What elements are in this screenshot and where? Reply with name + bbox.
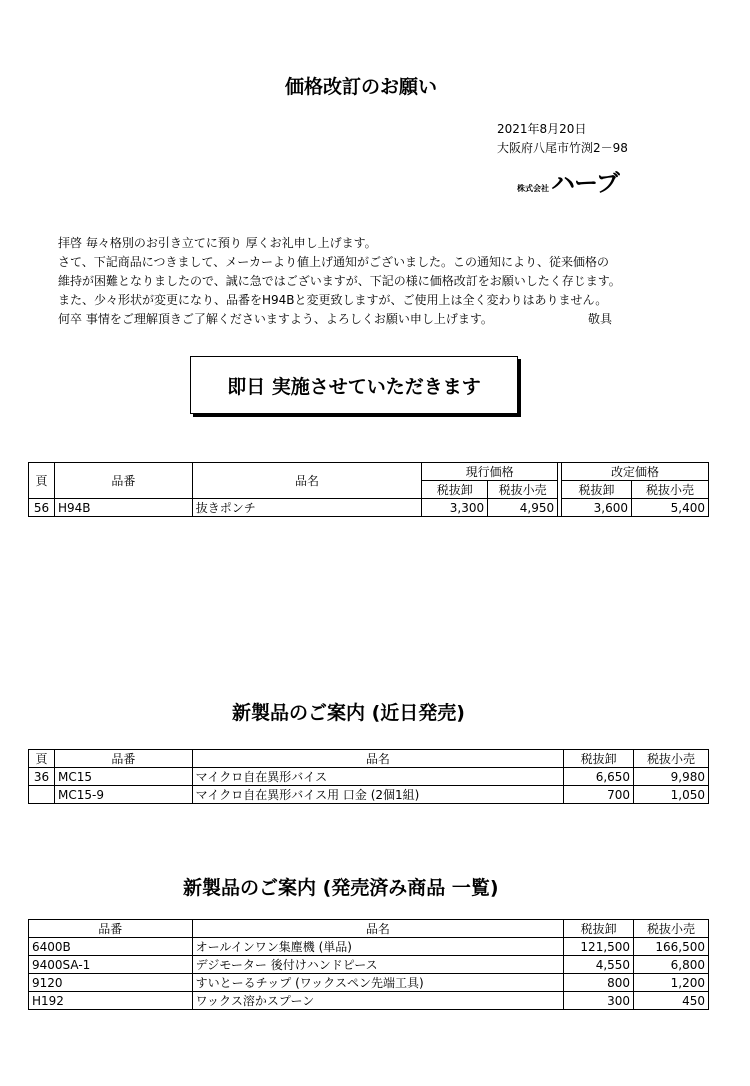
cell-code: 9400SA-1 <box>29 956 193 974</box>
letter-body <box>58 234 621 329</box>
cell-wholesale: 800 <box>564 974 634 992</box>
header-page: 頁 <box>29 750 55 768</box>
cell-code: H192 <box>29 992 193 1010</box>
table-header-row <box>29 750 709 768</box>
company-name: ハーブ <box>551 169 619 197</box>
table-row <box>29 956 709 974</box>
header-name: 品名 <box>192 750 563 768</box>
cell-wholesale: 6,650 <box>564 768 634 786</box>
section-title-new-soon: 新製品のご案内 (近日発売) <box>232 702 465 724</box>
header-code: 品番 <box>29 920 193 938</box>
header-current-retail: 税抜小売 <box>488 481 558 499</box>
cell-page <box>29 786 55 804</box>
cell-name: すいとーるチップ (ワックスペン先端工具) <box>192 974 563 992</box>
price-revision-table <box>28 462 709 517</box>
body-line: 維持が困難となりましたので、誠に急ではございますが、下記の様に価格改訂をお願いしたく存じます。 <box>58 274 621 288</box>
cell-current-wholesale: 3,300 <box>422 499 488 517</box>
header-name: 品名 <box>192 463 422 499</box>
header-wholesale: 税抜卸 <box>564 920 634 938</box>
cell-code: MC15-9 <box>54 786 192 804</box>
cell-wholesale: 300 <box>564 992 634 1010</box>
cell-page: 56 <box>29 499 55 517</box>
cell-retail: 9,980 <box>634 768 709 786</box>
header-revised-wholesale: 税抜卸 <box>562 481 632 499</box>
date: 2021年8月20日 <box>497 122 587 136</box>
header-wholesale: 税抜卸 <box>564 750 634 768</box>
header-code: 品番 <box>54 750 192 768</box>
cell-retail: 166,500 <box>634 938 709 956</box>
cell-page: 36 <box>29 768 55 786</box>
cell-code: 9120 <box>29 974 193 992</box>
cell-name: デジモーター 後付けハンドピース <box>192 956 563 974</box>
cell-wholesale: 121,500 <box>564 938 634 956</box>
new-products-released-table <box>28 919 709 1010</box>
header-retail: 税抜小売 <box>634 920 709 938</box>
cell-retail: 6,800 <box>634 956 709 974</box>
cell-code: 6400B <box>29 938 193 956</box>
header-page: 頁 <box>29 463 55 499</box>
cell-retail: 1,200 <box>634 974 709 992</box>
header-retail: 税抜小売 <box>634 750 709 768</box>
cell-name: マイクロ自在異形バイス用 口金 (2個1組) <box>192 786 563 804</box>
cell-name: オールインワン集塵機 (単品) <box>192 938 563 956</box>
table-row <box>29 974 709 992</box>
header-current-price: 現行価格 <box>422 463 558 481</box>
body-line: また、少々形状が変更になり、品番をH94Bと変更致しますが、ご使用上は全く変わりはありません。 <box>58 293 608 307</box>
header-code: 品番 <box>54 463 192 499</box>
table-row <box>29 499 709 517</box>
table-row <box>29 786 709 804</box>
header-revised-retail: 税抜小売 <box>632 481 709 499</box>
cell-retail: 1,050 <box>634 786 709 804</box>
header-current-wholesale: 税抜卸 <box>422 481 488 499</box>
cell-current-retail: 4,950 <box>488 499 558 517</box>
section-title-new-released: 新製品のご案内 (発売済み商品 一覧) <box>183 877 499 899</box>
closing-word: 敬具 <box>588 312 613 326</box>
cell-wholesale: 4,550 <box>564 956 634 974</box>
cell-code: MC15 <box>54 768 192 786</box>
table-header-row <box>29 463 709 481</box>
table-header-row <box>29 920 709 938</box>
body-line: さて、下記商品につきまして、メーカーより値上げ通知がございました。この通知により、従来価格の <box>58 255 610 269</box>
company-logo <box>517 163 619 198</box>
cell-revised-retail: 5,400 <box>632 499 709 517</box>
table-row <box>29 938 709 956</box>
cell-code: H94B <box>54 499 192 517</box>
cell-name: ワックス溶かスプーン <box>192 992 563 1010</box>
body-line: 何卒 事情をご理解頂きご了解くださいますよう、よろしくお願い申し上げます。 <box>58 312 493 326</box>
cell-revised-wholesale: 3,600 <box>562 499 632 517</box>
new-products-soon-table <box>28 749 709 804</box>
cell-name: 抜きポンチ <box>192 499 422 517</box>
notice-box <box>190 356 518 414</box>
cell-wholesale: 700 <box>564 786 634 804</box>
address: 大阪府八尾市竹渕2－98 <box>497 141 628 155</box>
notice-text: 即日 実施させていただきます <box>227 375 481 398</box>
cell-retail: 450 <box>634 992 709 1010</box>
table-row <box>29 768 709 786</box>
table-row <box>29 992 709 1010</box>
cell-name: マイクロ自在異形バイス <box>192 768 563 786</box>
body-line: 拝啓 毎々格別のお引き立てに預り 厚くお礼申し上げます。 <box>58 236 377 250</box>
header-name: 品名 <box>192 920 563 938</box>
header-revised-price: 改定価格 <box>562 463 709 481</box>
company-prefix: 株式会社 <box>517 184 549 193</box>
document-title: 価格改訂のお願い <box>285 76 438 98</box>
